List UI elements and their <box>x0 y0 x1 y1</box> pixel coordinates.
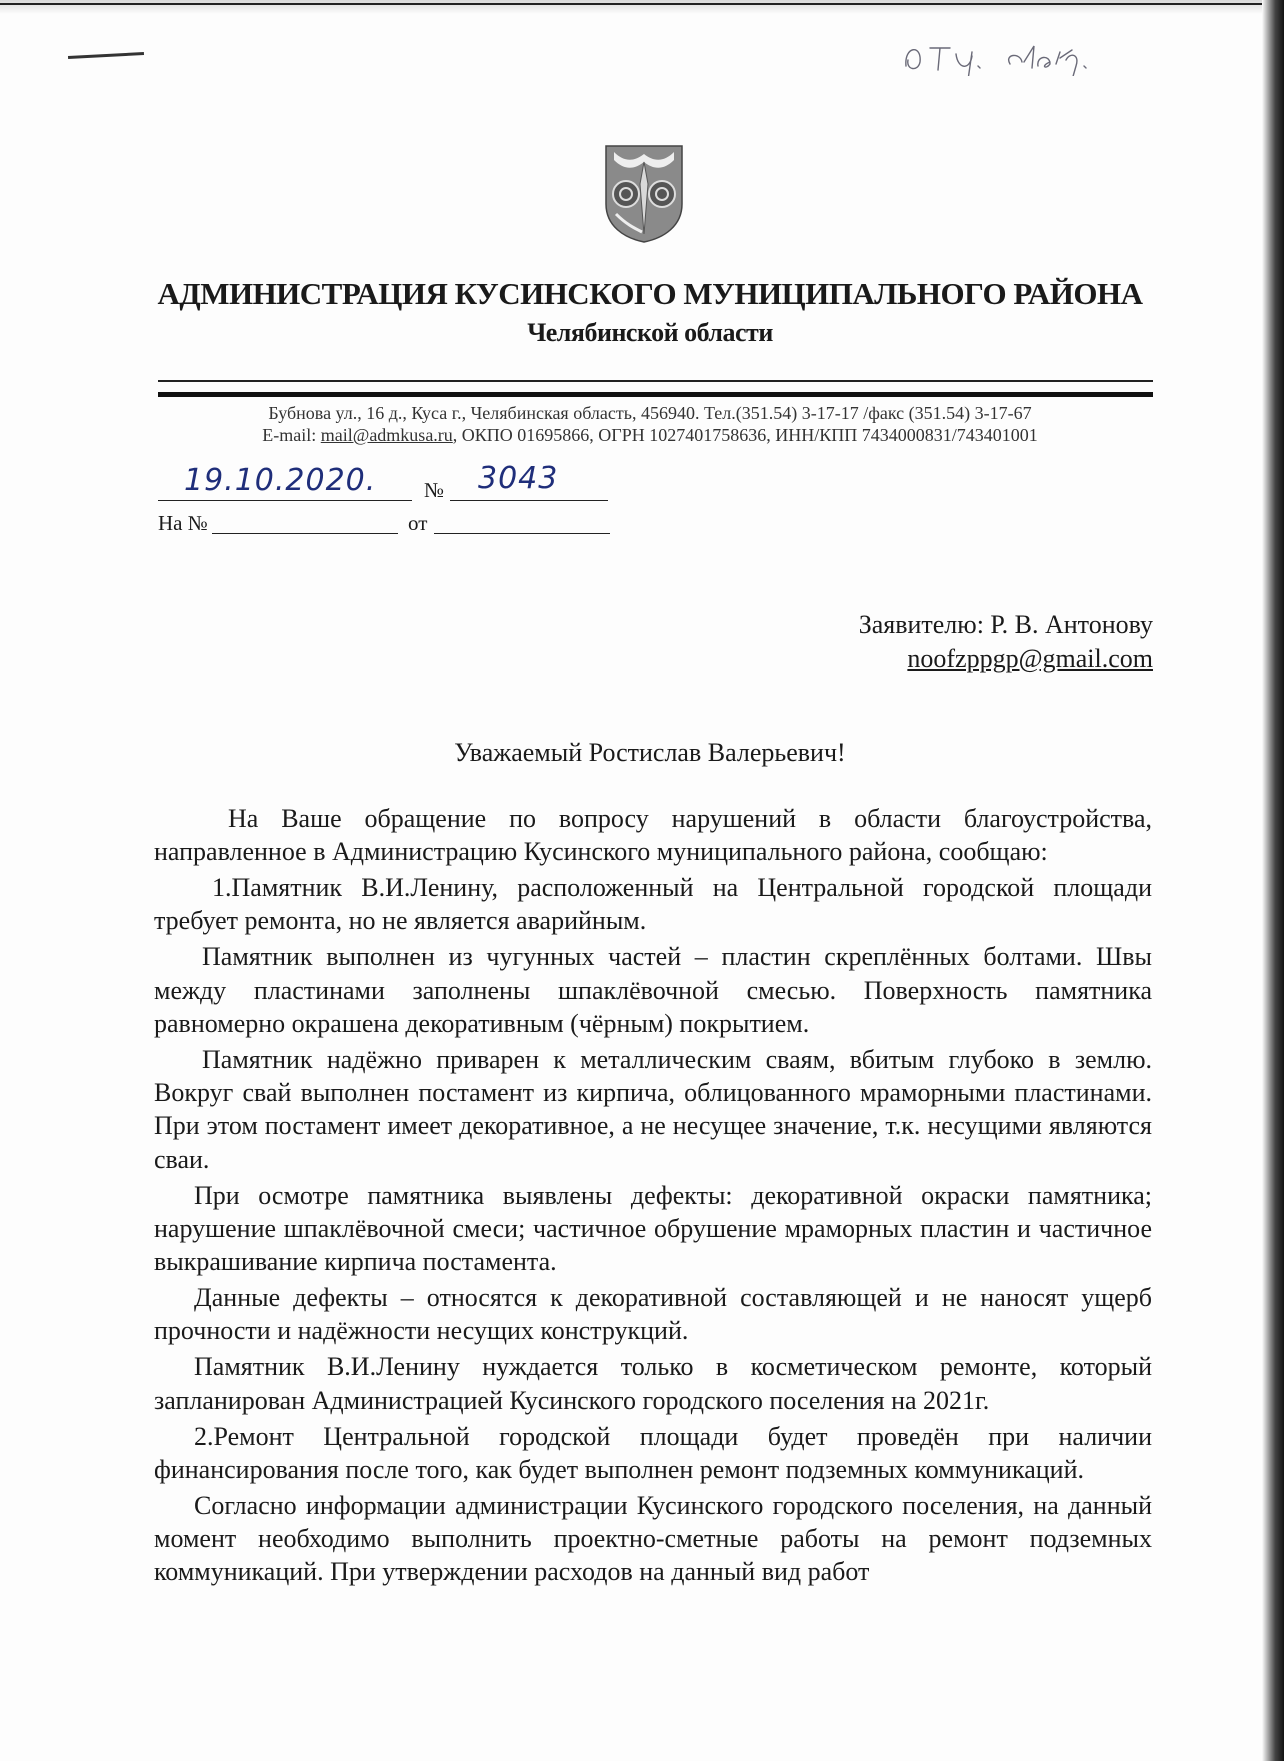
coat-of-arms-emblem <box>604 144 684 244</box>
contact-codes-line <box>150 426 1150 444</box>
handwritten-date: 19.10.2020. <box>184 463 377 498</box>
reply-number-label: На № <box>158 511 208 535</box>
reply-from-label: от <box>408 511 428 535</box>
reply-date-blank-line <box>434 533 610 534</box>
number-label: № <box>424 478 445 502</box>
date-blank-line <box>158 500 412 501</box>
letter-body <box>154 802 1152 1591</box>
contact-address: Бубнова ул., 16 д., Куса г., Челябинская область, 456940. Тел.(351.54) 3-17-17 /факс (351.54) 3-17-67 <box>268 403 1032 423</box>
header-divider-thick <box>158 392 1153 397</box>
organization-region: Челябинской области <box>527 318 773 347</box>
body-paragraph: Данные дефекты – относятся к декоративной составляющей и не наносят ущерб прочности и надёжности несущих конструкций. <box>154 1283 1152 1346</box>
header-divider-thin <box>158 380 1153 382</box>
body-paragraph: На Ваше обращение по вопросу нарушений в области благоустройства, направленное в Администрацию Кусинского муниципального района, сообщаю: <box>154 804 1152 867</box>
scan-mark <box>68 52 144 59</box>
body-paragraph: При осмотре памятника выявлены дефекты: декоративной окраски памятника; нарушение шпаклёвочной смеси; частичное обрушение мраморных пластин и частичное выкрашивание кирпича постамента. <box>154 1180 1152 1277</box>
body-paragraph: Согласно информации администрации Кусинского городского поселения, на данный момент необходимо выполнить проектно-сметные работы на ремонт подземных коммуникаций. При утверждении расходов на данный вид работ <box>154 1490 1152 1587</box>
organization-codes: , ОКПО 01695866, ОГРН 1027401758636, ИНН/КПП 7434000831/743401001 <box>452 425 1038 445</box>
organization-title: АДМИНИСТРАЦИЯ КУСИНСКОГО МУНИЦИПАЛЬНОГО РАЙОНА <box>157 276 1143 311</box>
reply-number-blank-line <box>212 533 398 534</box>
handwritten-number: 3043 <box>478 461 559 496</box>
organization-email-link[interactable]: mail@admkusa.ru <box>320 425 453 445</box>
handwritten-corner-note <box>900 26 1120 76</box>
scan-top-line <box>0 3 1284 5</box>
number-blank-line <box>450 500 608 501</box>
addressee-name: Заявителю: Р. В. Антонову <box>858 610 1153 639</box>
body-paragraph: 1.Памятник В.И.Ленину, расположенный на Центральной городской площади требует ремонта, но не является аварийным. <box>154 873 1152 936</box>
addressee-email-link[interactable]: noofzppgp@gmail.com <box>907 644 1153 673</box>
scan-right-edge <box>1262 0 1284 1761</box>
body-paragraph: 2.Ремонт Центральной городской площади будет проведён при наличии финансирования после того, как будет выполнен ремонт подземных коммуникаций. <box>154 1421 1152 1484</box>
body-paragraph: Памятник надёжно приварен к металлическим сваям, вбитым глубоко в землю. Вокруг свай выполнен постамент из кирпича, облицованного мраморными пластинами. При этом постамент имеет декоративное, а не несущее значение, т.к. несущими являются сваи. <box>154 1044 1152 1174</box>
body-paragraph: Памятник выполнен из чугунных частей – пластин скреплённых болтами. Швы между пластинами заполнены шпаклёвочной смесью. Поверхность памятника равномерно окрашена декоративным (чёрным) покрытием. <box>154 942 1152 1038</box>
body-paragraph: Памятник В.И.Ленину нуждается только в косметическом ремонте, который запланирован Администрацией Кусинского городского поселения на 2021г. <box>154 1352 1152 1415</box>
email-label: E-mail: <box>262 425 321 445</box>
salutation: Уважаемый Ростислав Валерьевич! <box>454 738 846 767</box>
